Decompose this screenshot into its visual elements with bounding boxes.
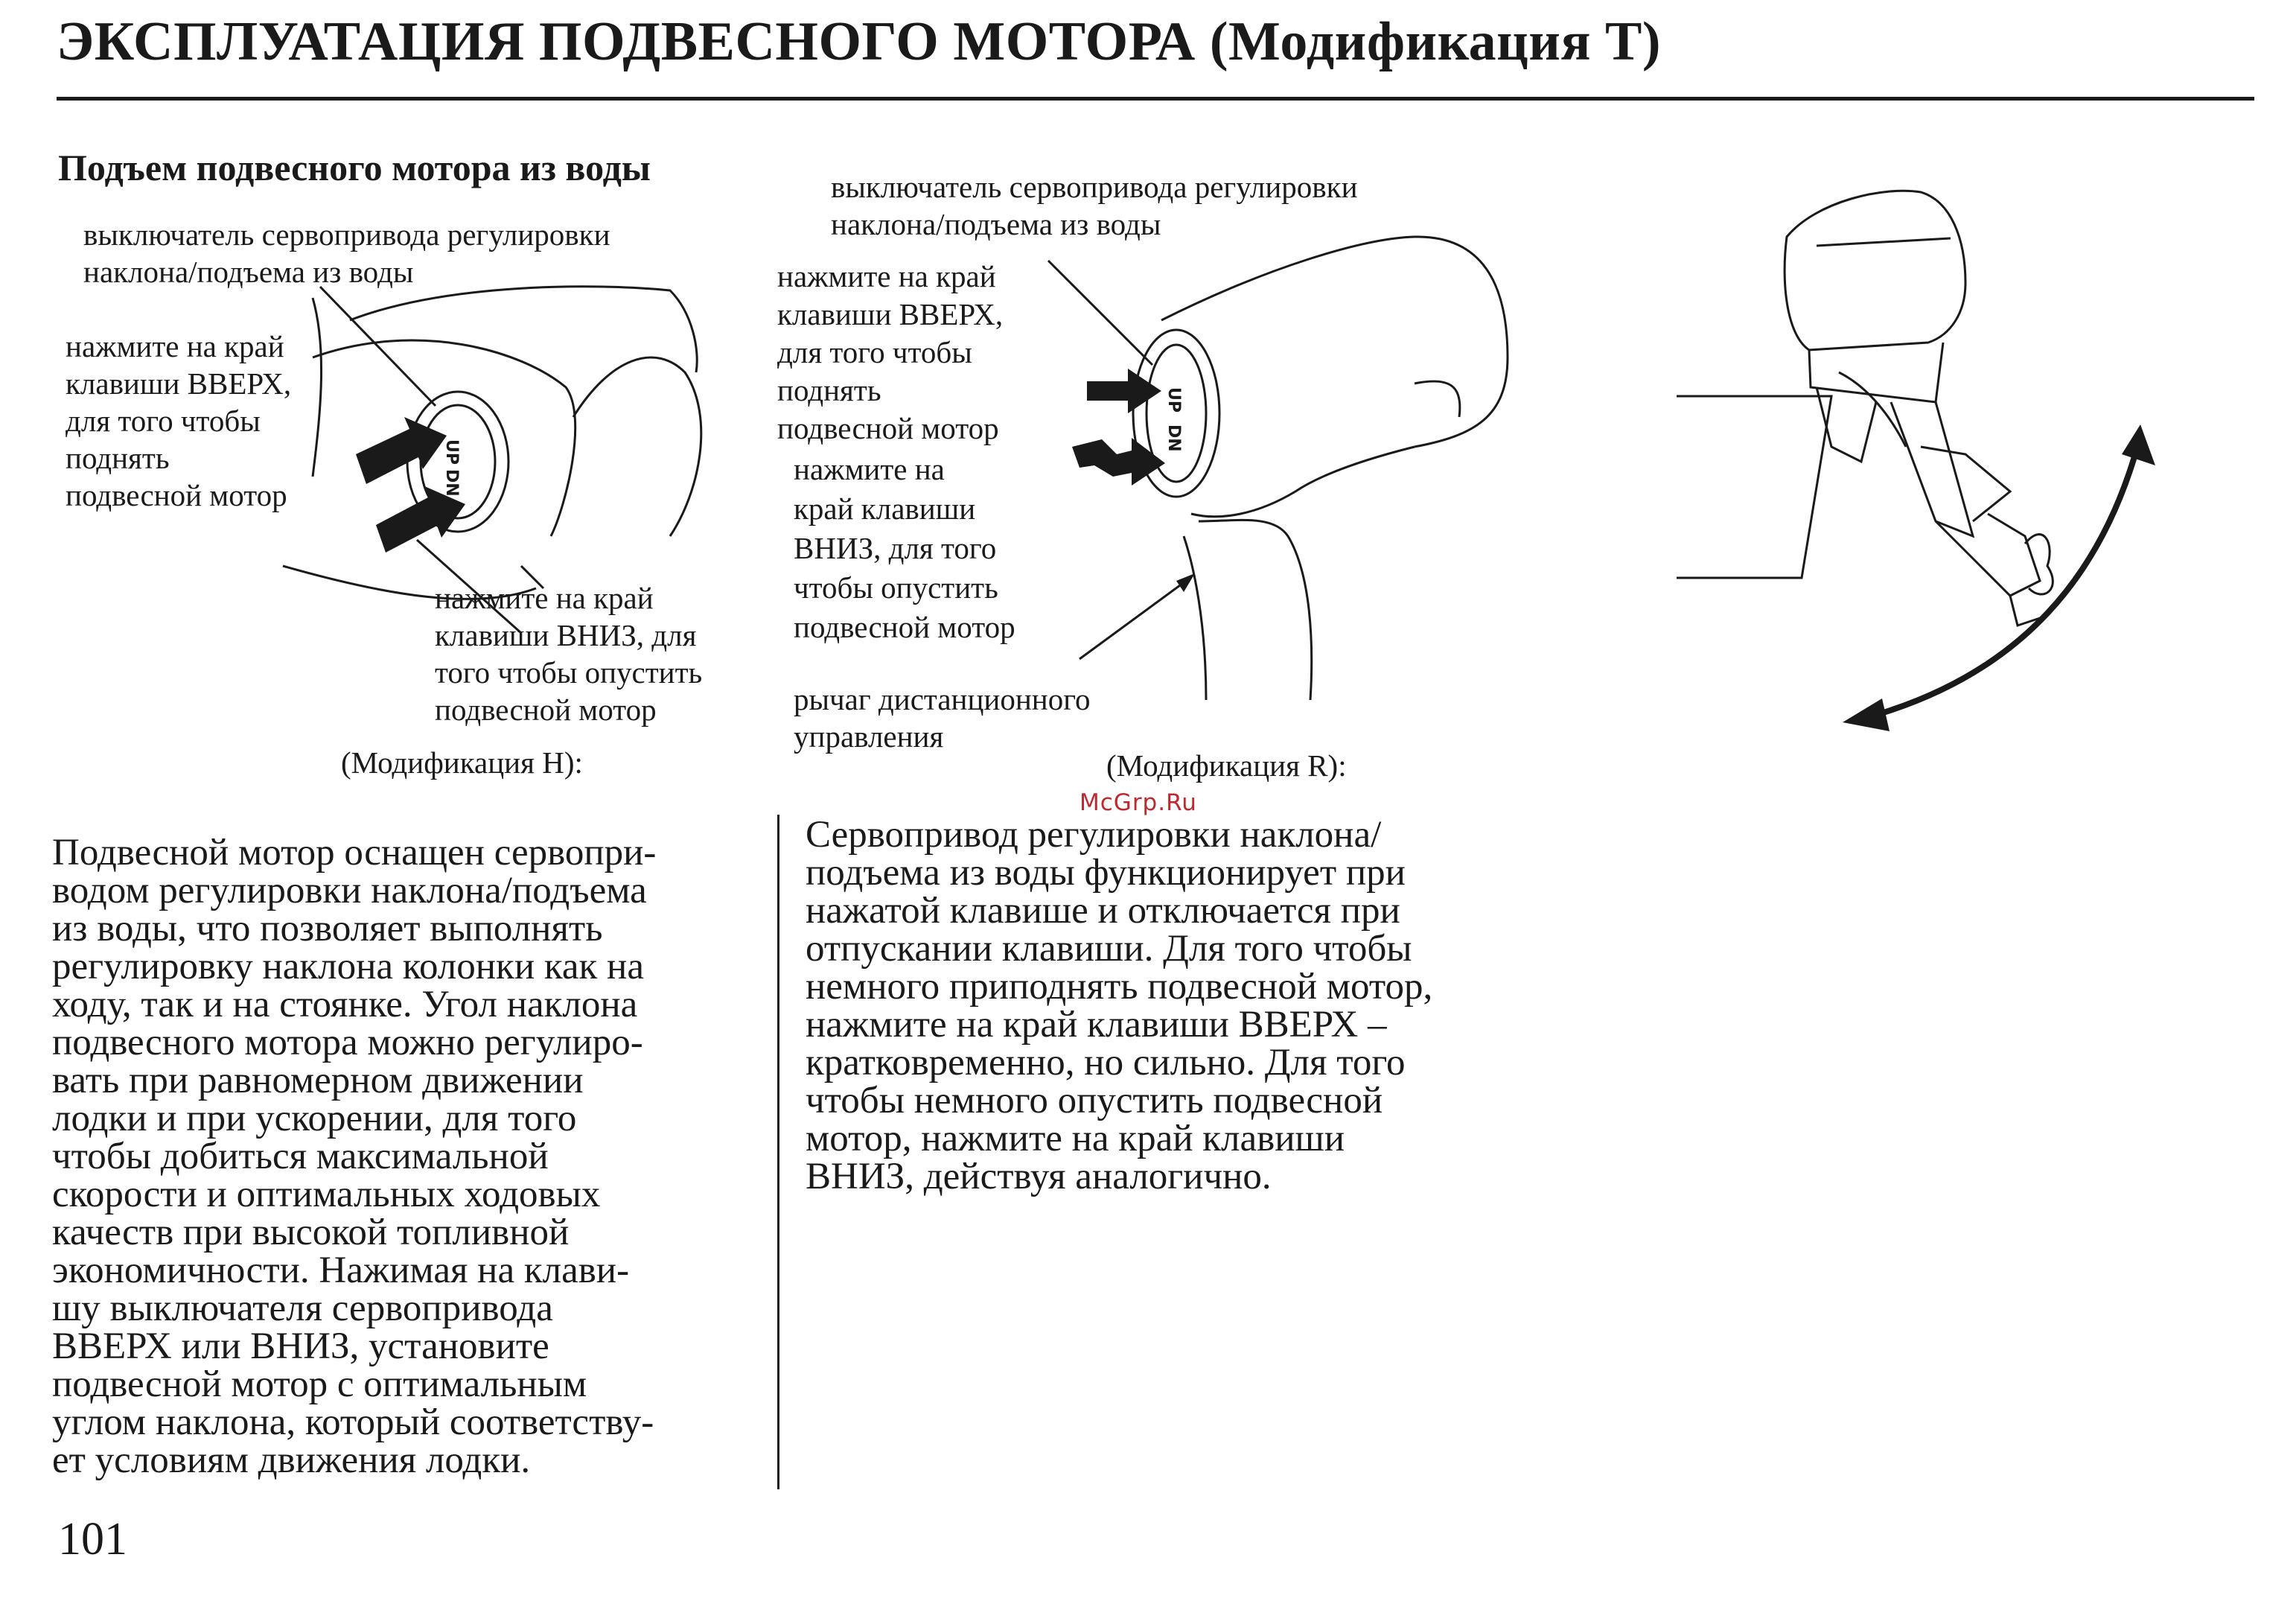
right-column-text: Сервопривод регулировки наклона/ подъема из воды функционирует при нажатой клавише и отключается при отпускании клавиши. Для того чтобы немного приподнять подвесной мотор, нажмите на край клавиши ВВЕРХ – кратковременно, но сильно. Для того чтобы немного опустить подвесной мотор, нажмите на край клавиши ВНИЗ, действуя аналогично. (806, 814, 1433, 1197)
figure-r-down-label: нажмите на край клавиши ВНИЗ, для того чтобы опустить подвесной мотор (794, 452, 1015, 644)
figure-h-dn-key-text: DN (442, 469, 461, 497)
figure-r-dn-key-text: DN (1164, 424, 1183, 452)
figure-r-up-key-text: UP (1164, 387, 1183, 413)
left-column-text: Подвесной мотор оснащен сервопри- водом регулировки наклона/подъема из воды, что позволяет выполнять регулировку наклона колонки как на ходу, так и на стоянке. Угол наклона подвесного мотора можно регулиро- вать при равномерном движении лодки и при ускорении, для того чтобы добиться максимальной скорости и оптимальных ходовых качеств при высокой топливной экономичности. Нажимая на клави- шу выключателя сервопривода ВВЕРХ или ВНИЗ, установите подвесной мотор с оптимальным углом наклона, который соответству- ет условиям движения лодки. (52, 832, 657, 1481)
column-divider (777, 815, 779, 1489)
figure-h-up-label: нажмите на край клавиши ВВЕРХ, для того чтобы поднять подвесной мотор (66, 329, 292, 512)
figure-h-caption: (Модификация H): (341, 745, 583, 780)
figure-r-caption: (Модификация R): (1106, 748, 1347, 783)
page-number: 101 (58, 1514, 127, 1565)
watermark: McGrp.Ru (1080, 789, 1197, 816)
figure-r-up-label: нажмите на край клавиши ВВЕРХ, для того чтобы поднять подвесной мотор (777, 259, 1004, 445)
page-title: ЭКСПЛУАТАЦИЯ ПОДВЕСНОГО МОТОРА (Модификация T) (57, 11, 1661, 72)
figure-r-switch-label: выключатель сервопривода регулировки наклона/подъема из воды (831, 170, 1358, 241)
figure-r-lever-label: рычаг дистанционного управления (794, 682, 1091, 754)
figure-h-switch-label: выключатель сервопривода регулировки наклона/подъема из воды (83, 217, 610, 289)
figure-h-up-key-text: UP (442, 439, 461, 465)
figure-h-down-label: нажмите на край клавиши ВНИЗ, для того чтобы опустить подвесной мотор (435, 581, 703, 727)
section-heading: Подъем подвесного мотора из воды (58, 147, 651, 188)
